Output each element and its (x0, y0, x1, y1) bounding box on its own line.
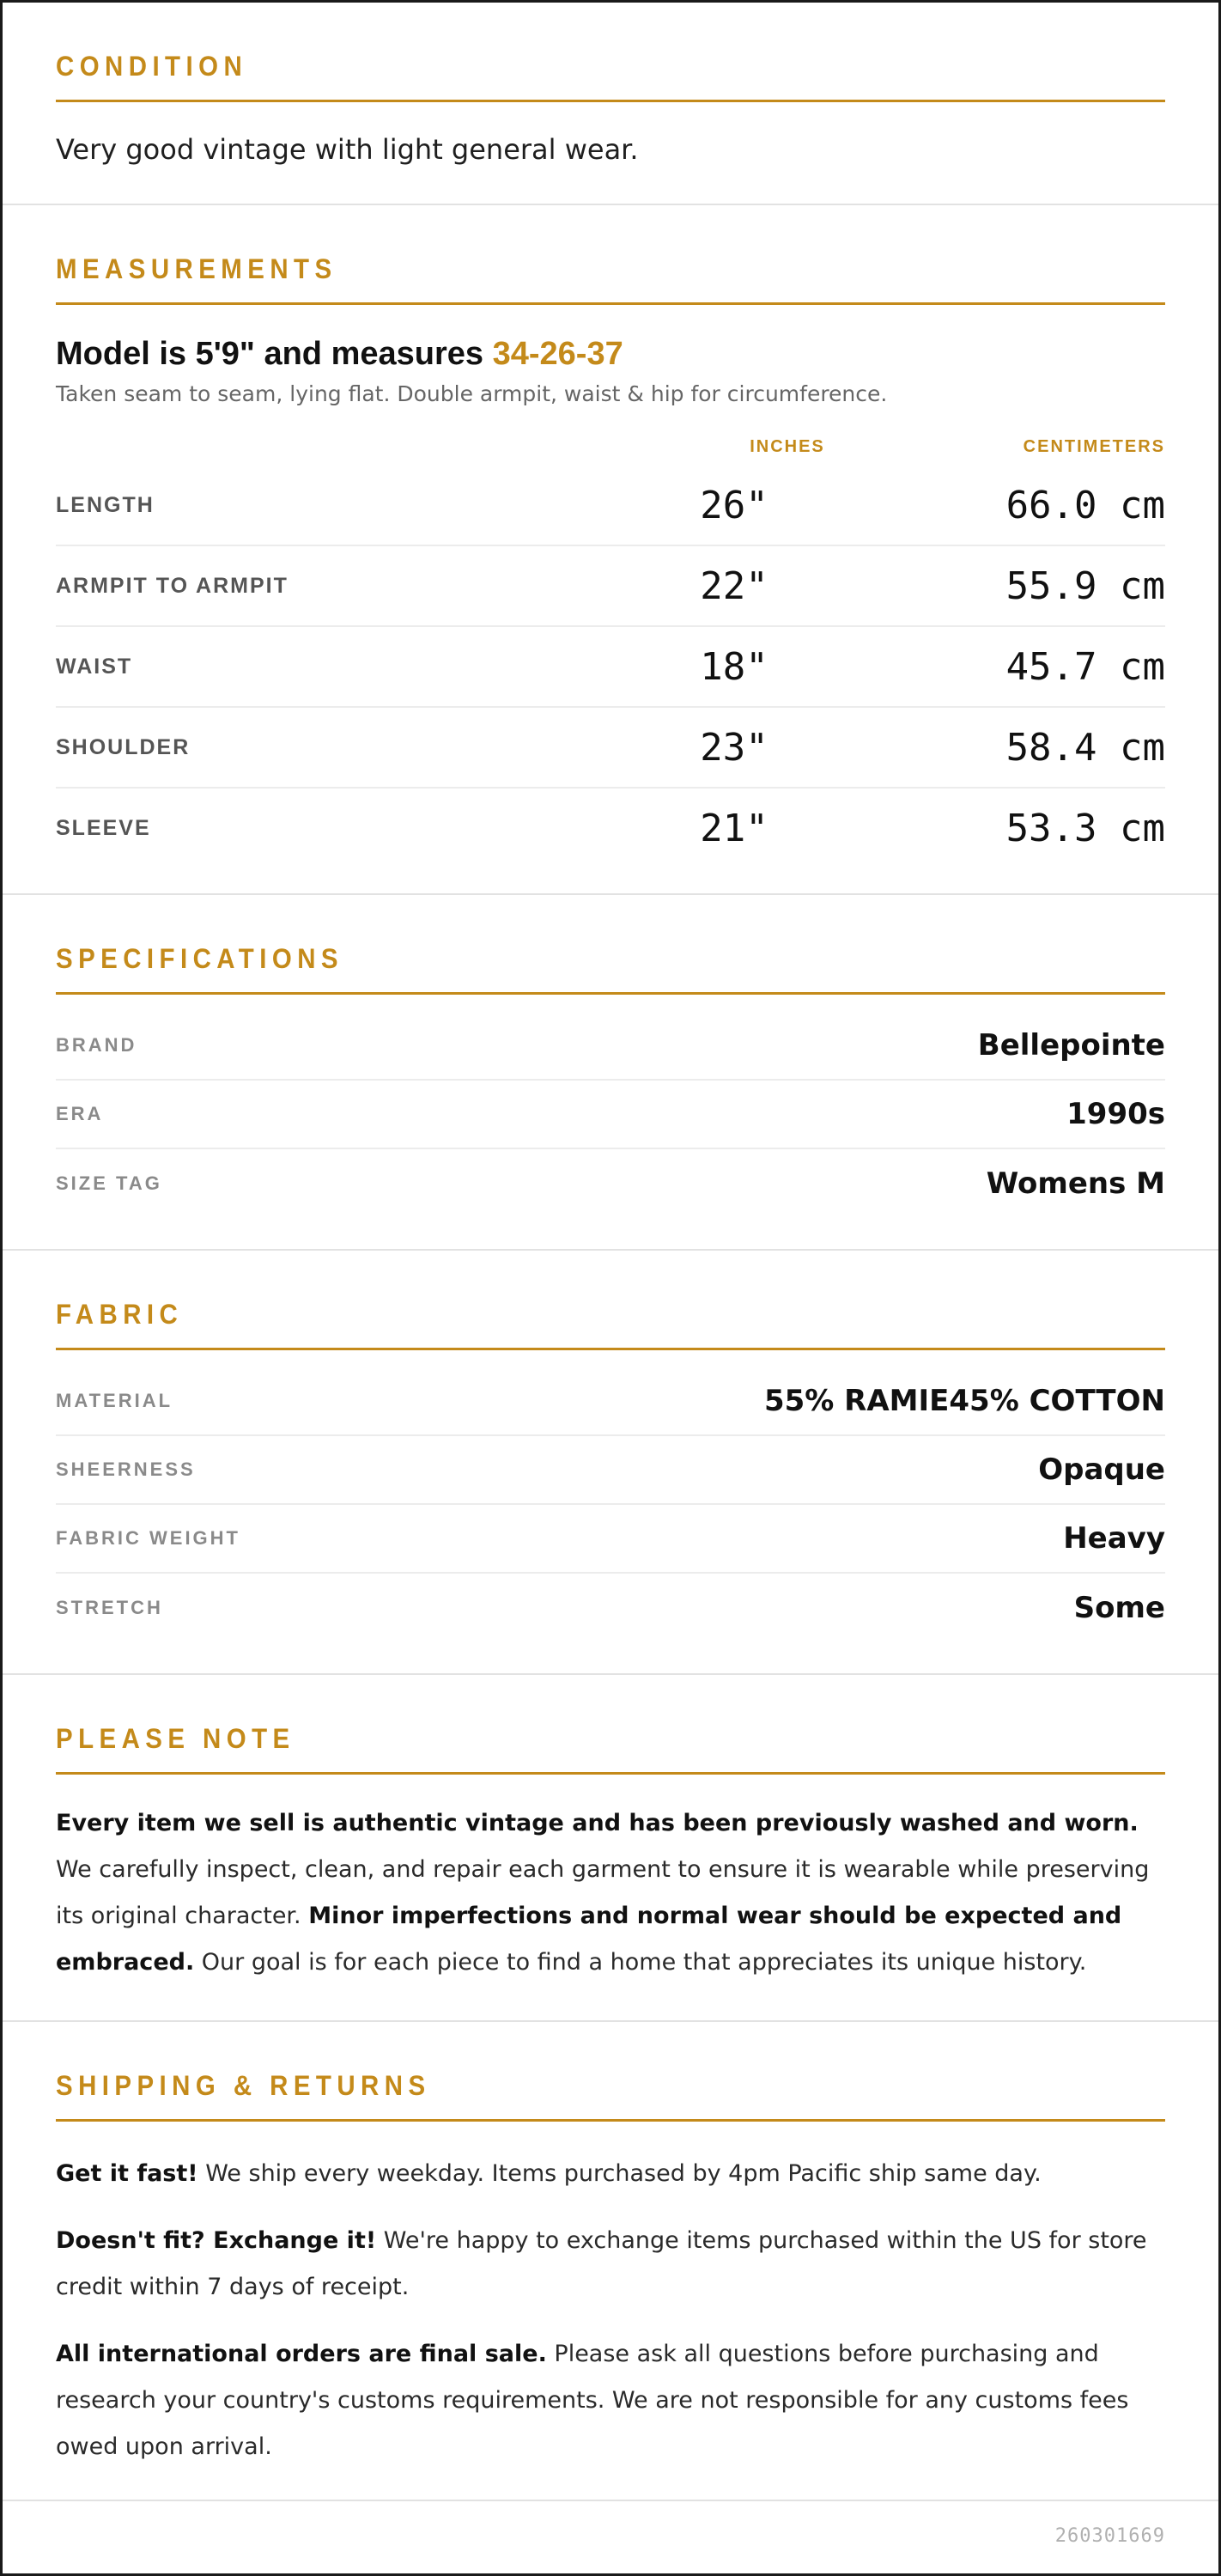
shipping-exchange-bold: Doesn't fit? Exchange it! (56, 2227, 377, 2254)
condition-text: Very good vintage with light general wear. (56, 133, 639, 166)
measurement-cm: 58.4 cm (1005, 725, 1165, 770)
note-bold-2: Minor imperfections and normal wear should be expected and embraced. (56, 1903, 1122, 1976)
shipping-section (3, 2022, 1218, 2501)
measurement-cm: 45.7 cm (1005, 644, 1165, 689)
spec-value: 1990s (1066, 1097, 1165, 1131)
inches-header: INCHES (750, 437, 825, 456)
item-id: 260301669 (1054, 2525, 1165, 2547)
shipping-international-text: Please ask all questions before purchasing and research your country's customs requirements. We are not responsible for any customs fees owed upon arrival. (56, 2341, 1129, 2460)
spec-value: Womens M (986, 1166, 1165, 1201)
shipping-title: SHIPPING & RETURNS (56, 2070, 431, 2101)
shipping-international (56, 2331, 1165, 2470)
measurement-label: SHOULDER (56, 734, 191, 759)
measurement-label: LENGTH (56, 492, 155, 517)
fabric-label: FABRIC WEIGHT (56, 1527, 240, 1549)
spec-row (56, 1012, 1165, 1081)
fabric-row (56, 1436, 1165, 1505)
please-note-text (56, 1775, 1165, 2020)
measurement-cm: 66.0 cm (1005, 483, 1165, 527)
fabric-label: MATERIAL (56, 1390, 173, 1411)
model-info (56, 336, 1165, 373)
spec-value: Bellepointe (977, 1028, 1165, 1063)
shipping-fast-text: We ship every weekday. Items purchased by 4pm Pacific ship same day. (197, 2160, 1042, 2187)
measurement-cm: 55.9 cm (1005, 563, 1165, 608)
shipping-exchange (56, 2218, 1165, 2311)
footer (3, 2501, 1218, 2575)
note-text-2: Our goal is for each piece to find a home that appreciates its unique history. (194, 1949, 1087, 1976)
fabric-row (56, 1367, 1165, 1436)
fabric-value: Heavy (1063, 1521, 1165, 1556)
measurement-column-headers (56, 437, 1165, 457)
measurement-row (56, 708, 1165, 789)
measurement-cm: 53.3 cm (1005, 806, 1165, 850)
measurements-title: MEASUREMENTS (56, 253, 337, 284)
spec-row (56, 1149, 1165, 1218)
condition-title: CONDITION (56, 51, 248, 82)
measurement-inches: 23" (700, 725, 768, 770)
fabric-section (3, 1251, 1218, 1675)
product-details-page (3, 3, 1218, 2573)
specifications-section (3, 895, 1218, 1251)
fabric-label: SHEERNESS (56, 1459, 196, 1480)
measurement-row (56, 789, 1165, 868)
measurement-inches: 18" (700, 644, 768, 689)
spec-label: BRAND (56, 1034, 137, 1056)
spec-row (56, 1081, 1165, 1149)
centimeters-header: CENTIMETERS (1023, 437, 1165, 456)
fabric-label: STRETCH (56, 1597, 163, 1618)
fabric-row (56, 1505, 1165, 1574)
measurement-row (56, 546, 1165, 627)
measurement-inches: 22" (700, 563, 768, 608)
measurements-section (3, 205, 1218, 895)
spec-label: ERA (56, 1103, 104, 1124)
measurement-label: SLEEVE (56, 815, 151, 840)
please-note-section (3, 1675, 1218, 2022)
note-text-1: We carefully inspect, clean, and repair each garment to ensure it is wearable while preserving its original character. (56, 1856, 1150, 1929)
measurement-inches: 26" (700, 483, 768, 527)
shipping-fast (56, 2151, 1165, 2197)
measurement-row (56, 627, 1165, 708)
fabric-title: FABRIC (56, 1299, 184, 1330)
condition-section (3, 3, 1218, 205)
measurement-label: ARMPIT TO ARMPIT (56, 573, 289, 598)
measurement-inches: 21" (700, 806, 768, 850)
measurements-subtitle: Taken seam to seam, lying flat. Double armpit, waist & hip for circumference. (56, 381, 888, 406)
model-measures: 34-26-37 (492, 336, 623, 372)
please-note-title: PLEASE NOTE (56, 1723, 295, 1754)
fabric-row (56, 1574, 1165, 1642)
shipping-international-bold: All international orders are final sale. (56, 2341, 547, 2367)
shipping-fast-bold: Get it fast! (56, 2160, 198, 2187)
fabric-value: Some (1073, 1591, 1165, 1625)
shipping-exchange-text: We're happy to exchange items purchased within the US for store credit within 7 days of receipt. (56, 2227, 1147, 2300)
fabric-value: Opaque (1038, 1452, 1165, 1487)
spec-label: SIZE TAG (56, 1172, 162, 1194)
note-bold-1: Every item we sell is authentic vintage and has been previously washed and worn. (56, 1810, 1139, 1836)
measurement-row (56, 466, 1165, 546)
fabric-value: 55% RAMIE45% COTTON (763, 1384, 1165, 1418)
model-prefix: Model is 5'9" and measures (56, 336, 493, 372)
specifications-title: SPECIFICATIONS (56, 943, 343, 974)
measurement-label: WAIST (56, 654, 133, 679)
